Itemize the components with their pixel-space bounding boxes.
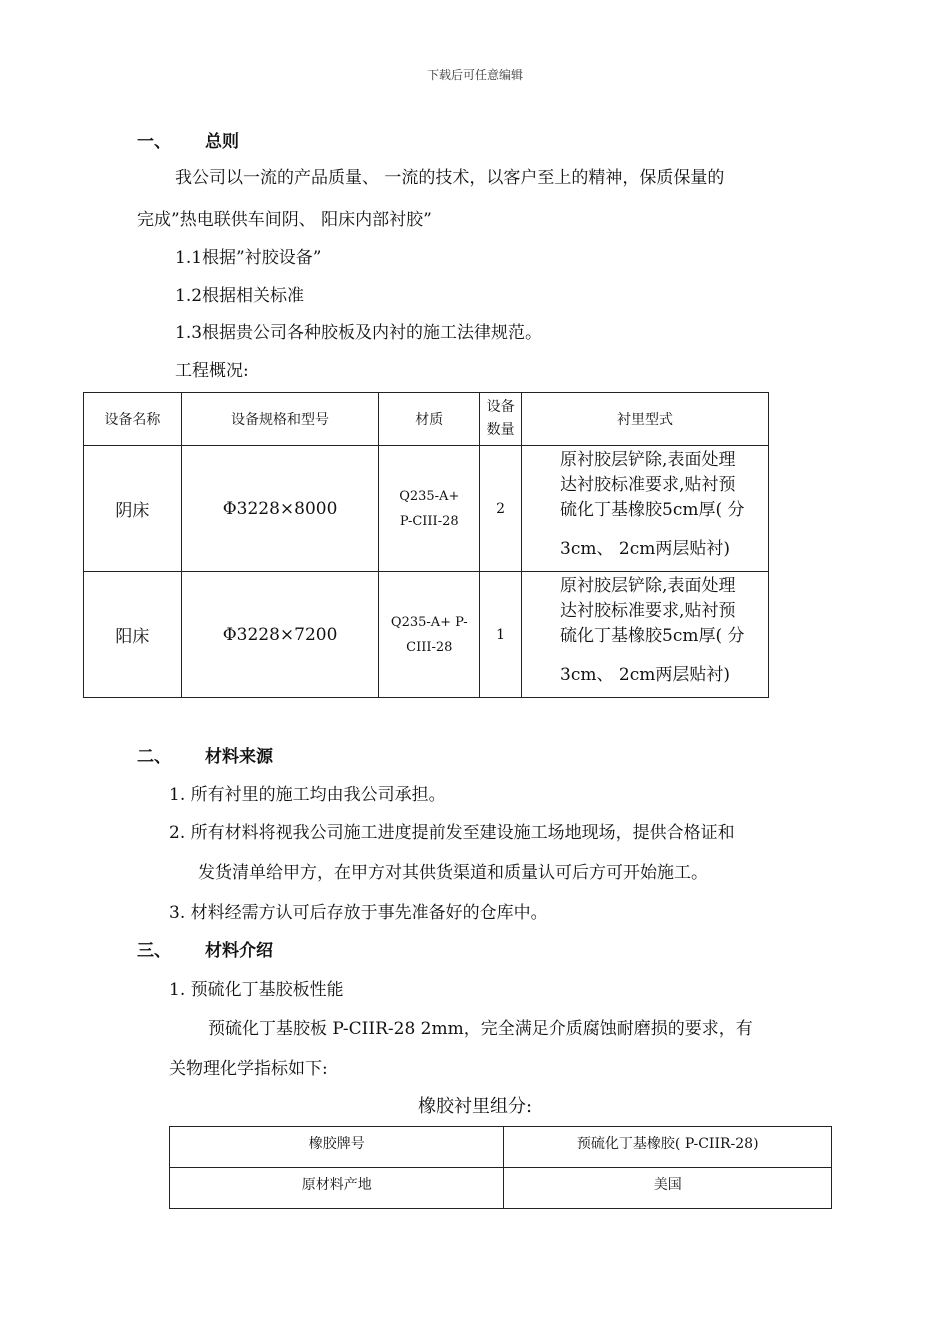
table-row [84, 446, 769, 572]
section-number: 一、 [137, 132, 171, 152]
lining-line2: 达衬胶标准要求,贴衬预 [560, 475, 736, 495]
section-heading-material-source [137, 742, 273, 767]
lining-line3: 硫化丁基橡胶5cm厚( 分 [560, 626, 745, 646]
header-quantity-line2: 数量 [486, 422, 515, 438]
header-equipment-spec: 设备规格和型号 [181, 393, 379, 446]
material-line1: Q235-A+ [399, 488, 460, 504]
material-line1: Q235-A+ P- [390, 614, 468, 630]
table-header-row [84, 393, 769, 446]
cell-lining [522, 446, 769, 572]
header-lining-type: 衬里型式 [522, 393, 769, 446]
lining-line1: 原衬胶层铲除,表面处理 [560, 450, 736, 470]
header-equipment-name: 设备名称 [84, 393, 182, 446]
cell-value: 预硫化丁基橡胶( P-CIIR-28) [504, 1127, 832, 1168]
lining-line4: 3cm、 2cm两层贴衬) [560, 665, 730, 685]
section-title: 总则 [205, 132, 239, 152]
section-number: 二、 [137, 747, 171, 767]
cell-label: 原材料产地 [170, 1168, 504, 1209]
section-title: 材料介绍 [205, 941, 273, 961]
lining-line4: 3cm、 2cm两层贴衬) [560, 539, 730, 559]
cell-label: 橡胶牌号 [170, 1127, 504, 1168]
cell-spec: Φ3228×7200 [181, 572, 379, 698]
basis-item-2: 1.2根据相关标准 [175, 286, 305, 306]
basis-item-1: 1.1根据”衬胶设备” [175, 248, 322, 268]
section-heading-material-intro [137, 936, 273, 961]
paragraph-intro-line1: 我公司以一流的产品质量、 一流的技术，以客户至上的精神，保质保量的 [175, 168, 725, 188]
cell-spec: Φ3228×8000 [181, 446, 379, 572]
basis-item-3: 1.3根据贵公司各种胶板及内衬的施工法律规范。 [175, 323, 543, 343]
header-quantity-line1: 设备 [486, 399, 515, 415]
intro-paragraph-line2: 关物理化学指标如下: [169, 1059, 328, 1079]
page-header: 下载后可任意编辑 [426, 68, 523, 82]
rubber-composition-table [169, 1126, 832, 1209]
section-number: 三、 [137, 941, 171, 961]
section-heading-general [137, 127, 239, 152]
source-item-3: 3. 材料经需方认可后存放于事先准备好的仓库中。 [169, 903, 548, 923]
cell-material [379, 446, 480, 572]
table-row [170, 1127, 832, 1168]
table-row [84, 572, 769, 698]
source-item-2-line2: 发货清单给甲方，在甲方对其供货渠道和质量认可后方可开始施工。 [198, 863, 708, 883]
cell-material [379, 572, 480, 698]
lining-line3: 硫化丁基橡胶5cm厚( 分 [560, 500, 745, 520]
header-quantity [480, 393, 522, 446]
source-item-2-line1: 2. 所有材料将视我公司施工进度提前发至建设施工场地现场，提供合格证和 [169, 823, 735, 843]
cell-name: 阳床 [84, 572, 182, 698]
source-item-1: 1. 所有衬里的施工均由我公司承担。 [169, 785, 446, 805]
table-row [170, 1168, 832, 1209]
intro-paragraph-line1: 预硫化丁基胶板 P-CIIR-28 2mm，完全满足介质腐蚀耐磨损的要求，有 [208, 1019, 753, 1039]
material-line2: CIII-28 [406, 639, 453, 655]
cell-lining [522, 572, 769, 698]
intro-item-1: 1. 预硫化丁基胶板性能 [169, 980, 344, 1000]
cell-value: 美国 [504, 1168, 832, 1209]
header-material: 材质 [379, 393, 480, 446]
lining-line1: 原衬胶层铲除,表面处理 [560, 576, 736, 596]
paragraph-intro-line2: 完成”热电联供车间阴、 阳床内部衬胶” [137, 210, 432, 230]
cell-name: 阴床 [84, 446, 182, 572]
cell-quantity: 2 [480, 446, 522, 572]
project-overview-label: 工程概况: [175, 361, 249, 381]
material-line2: P-CIII-28 [399, 513, 459, 529]
lining-line2: 达衬胶标准要求,贴衬预 [560, 601, 736, 621]
cell-quantity: 1 [480, 572, 522, 698]
section-title: 材料来源 [205, 747, 273, 767]
rubber-lining-caption: 橡胶衬里组分: [417, 1096, 533, 1117]
equipment-table [83, 392, 769, 698]
